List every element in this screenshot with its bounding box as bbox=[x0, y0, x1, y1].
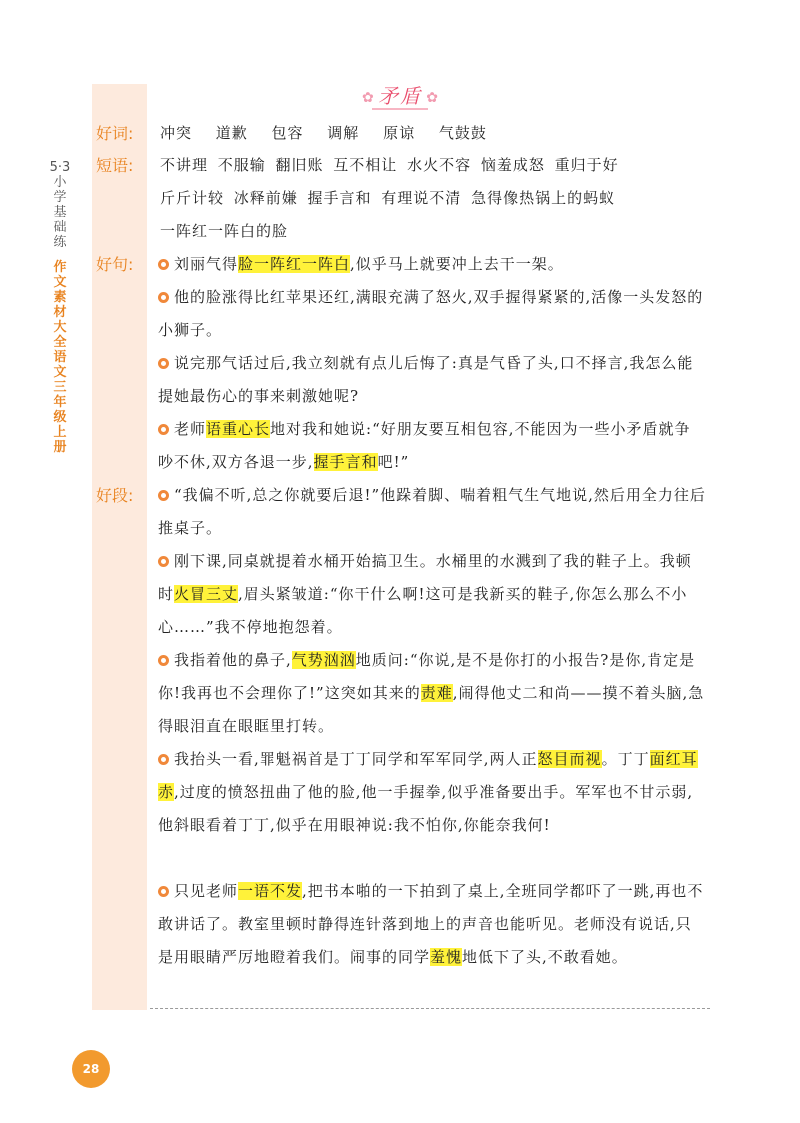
text: 地对我和她说:“好朋友要互相包容,不能因为一些小矛盾就争吵不休,双方各退一步, bbox=[158, 420, 691, 471]
text: ,把书本啪的一下拍到了桌上,全班同学都吓了一跳,再也不敢讲话了。教室里顿时静得连针落到地上的声音也能听见。老师没有说话,只是用眼睛严厉地瞪着我们。闹事的同学 bbox=[158, 882, 704, 966]
book-subtitle: 作文素材大全 语文 三年级 上册 bbox=[53, 260, 67, 455]
text: ,过度的愤怒扭曲了他的脸,他一手握拳,似乎准备要出手。军军也不甘示弱,他斜眼看着丁丁,似乎在用眼神说:我不怕你,你能奈我何! bbox=[158, 783, 694, 834]
flower-icon: ✿ bbox=[426, 90, 438, 106]
bullet-icon bbox=[158, 259, 169, 270]
bullet-icon bbox=[158, 424, 169, 435]
bullet-icon bbox=[158, 655, 169, 666]
phrases-label: 短语: bbox=[96, 156, 134, 175]
text: 我抬头一看,罪魁祸首是丁丁同学和军军同学,两人正 bbox=[174, 750, 538, 768]
sentence-item bbox=[158, 413, 706, 479]
title-text: 矛盾 bbox=[378, 84, 422, 108]
phrases-line: 不讲理 不服输 翻旧账 互不相让 水火不容 恼羞成怒 重归于好 bbox=[160, 156, 619, 174]
highlight: 责难 bbox=[420, 684, 453, 702]
page-number: 28 bbox=[72, 1050, 110, 1088]
page-title bbox=[350, 82, 450, 114]
paragraph-item bbox=[158, 875, 706, 974]
text: ,眉头紧皱道:“你干什么啊!这可是我新买的鞋子,你怎么那么不小心……”我不停地抱怨着。 bbox=[158, 585, 688, 636]
good-words-label: 好词: bbox=[96, 124, 134, 143]
good-paragraphs-label: 好段: bbox=[96, 486, 134, 505]
highlight: 一语不发 bbox=[238, 882, 303, 900]
highlight: 语重心长 bbox=[206, 420, 271, 438]
text: 说完那气话过后,我立刻就有点儿后悔了:真是气昏了头,口不择言,我怎么能提她最伤心的事来刺激她呢? bbox=[158, 354, 694, 405]
phrases-line: 斤斤计较 冰释前嫌 握手言和 有理说不清 急得像热锅上的蚂蚁 bbox=[160, 189, 616, 207]
paragraph-item bbox=[158, 743, 706, 842]
bullet-icon bbox=[158, 292, 169, 303]
text: 地质问:“你说,是不是你打的小报告?是你,肯定是你!我再也不会理你了!”这突如其来的 bbox=[158, 651, 696, 702]
series-name: 5·3小学基础练 bbox=[49, 160, 71, 250]
text: 只见老师 bbox=[174, 882, 239, 900]
good-sentences-label: 好句: bbox=[96, 255, 134, 274]
text: “我偏不听,总之你就要后退!”他跺着脚、喘着粗气生气地说,然后用全力往后推桌子。 bbox=[158, 486, 706, 537]
flower-icon: ✿ bbox=[362, 90, 374, 106]
bullet-icon bbox=[158, 556, 169, 567]
text: 老师 bbox=[174, 420, 207, 438]
text: ,闹得他丈二和尚——摸不着头脑,急得眼泪直在眼眶里打转。 bbox=[158, 684, 705, 735]
highlight: 脸一阵红一阵白 bbox=[238, 255, 351, 273]
sentence-item bbox=[158, 248, 706, 281]
highlight: 面红耳赤 bbox=[158, 750, 698, 801]
highlight: 怒目而视 bbox=[537, 750, 602, 768]
text: 。丁丁 bbox=[601, 750, 650, 768]
dashed-divider bbox=[150, 1008, 710, 1009]
highlight: 握手言和 bbox=[313, 453, 378, 471]
bullet-icon bbox=[158, 490, 169, 501]
text: ,似乎马上就要冲上去干一架。 bbox=[350, 255, 564, 273]
bullet-icon bbox=[158, 886, 169, 897]
paragraph-item bbox=[158, 644, 706, 743]
highlight: 火冒三丈 bbox=[174, 585, 239, 603]
highlight: 气势汹汹 bbox=[291, 651, 356, 669]
text: 地低下了头,不敢看她。 bbox=[462, 948, 628, 966]
bullet-icon bbox=[158, 358, 169, 369]
text: 刚下课,同桌就提着水桶开始搞卫生。水桶里的水溅到了我的鞋子上。我顿时 bbox=[158, 552, 692, 603]
left-color-band bbox=[92, 84, 147, 1010]
bullet-icon bbox=[158, 754, 169, 765]
paragraph-item bbox=[158, 479, 706, 545]
text: 刘丽气得 bbox=[174, 255, 239, 273]
phrases-line: 一阵红一阵白的脸 bbox=[160, 222, 289, 240]
text: 吧!” bbox=[377, 453, 410, 471]
text: 我指着他的鼻子, bbox=[174, 651, 292, 669]
sentence-item bbox=[158, 281, 706, 347]
sidebar-label bbox=[48, 160, 72, 455]
sentence-item bbox=[158, 347, 706, 413]
text: 他的脸涨得比红苹果还红,满眼充满了怒火,双手握得紧紧的,活像一头发怒的小狮子。 bbox=[158, 288, 704, 339]
paragraph-item bbox=[158, 545, 706, 644]
title-underline bbox=[372, 108, 428, 110]
good-words-list: 冲突 道歉 包容 调解 原谅 气鼓鼓 bbox=[160, 124, 487, 142]
highlight: 羞愧 bbox=[430, 948, 463, 966]
